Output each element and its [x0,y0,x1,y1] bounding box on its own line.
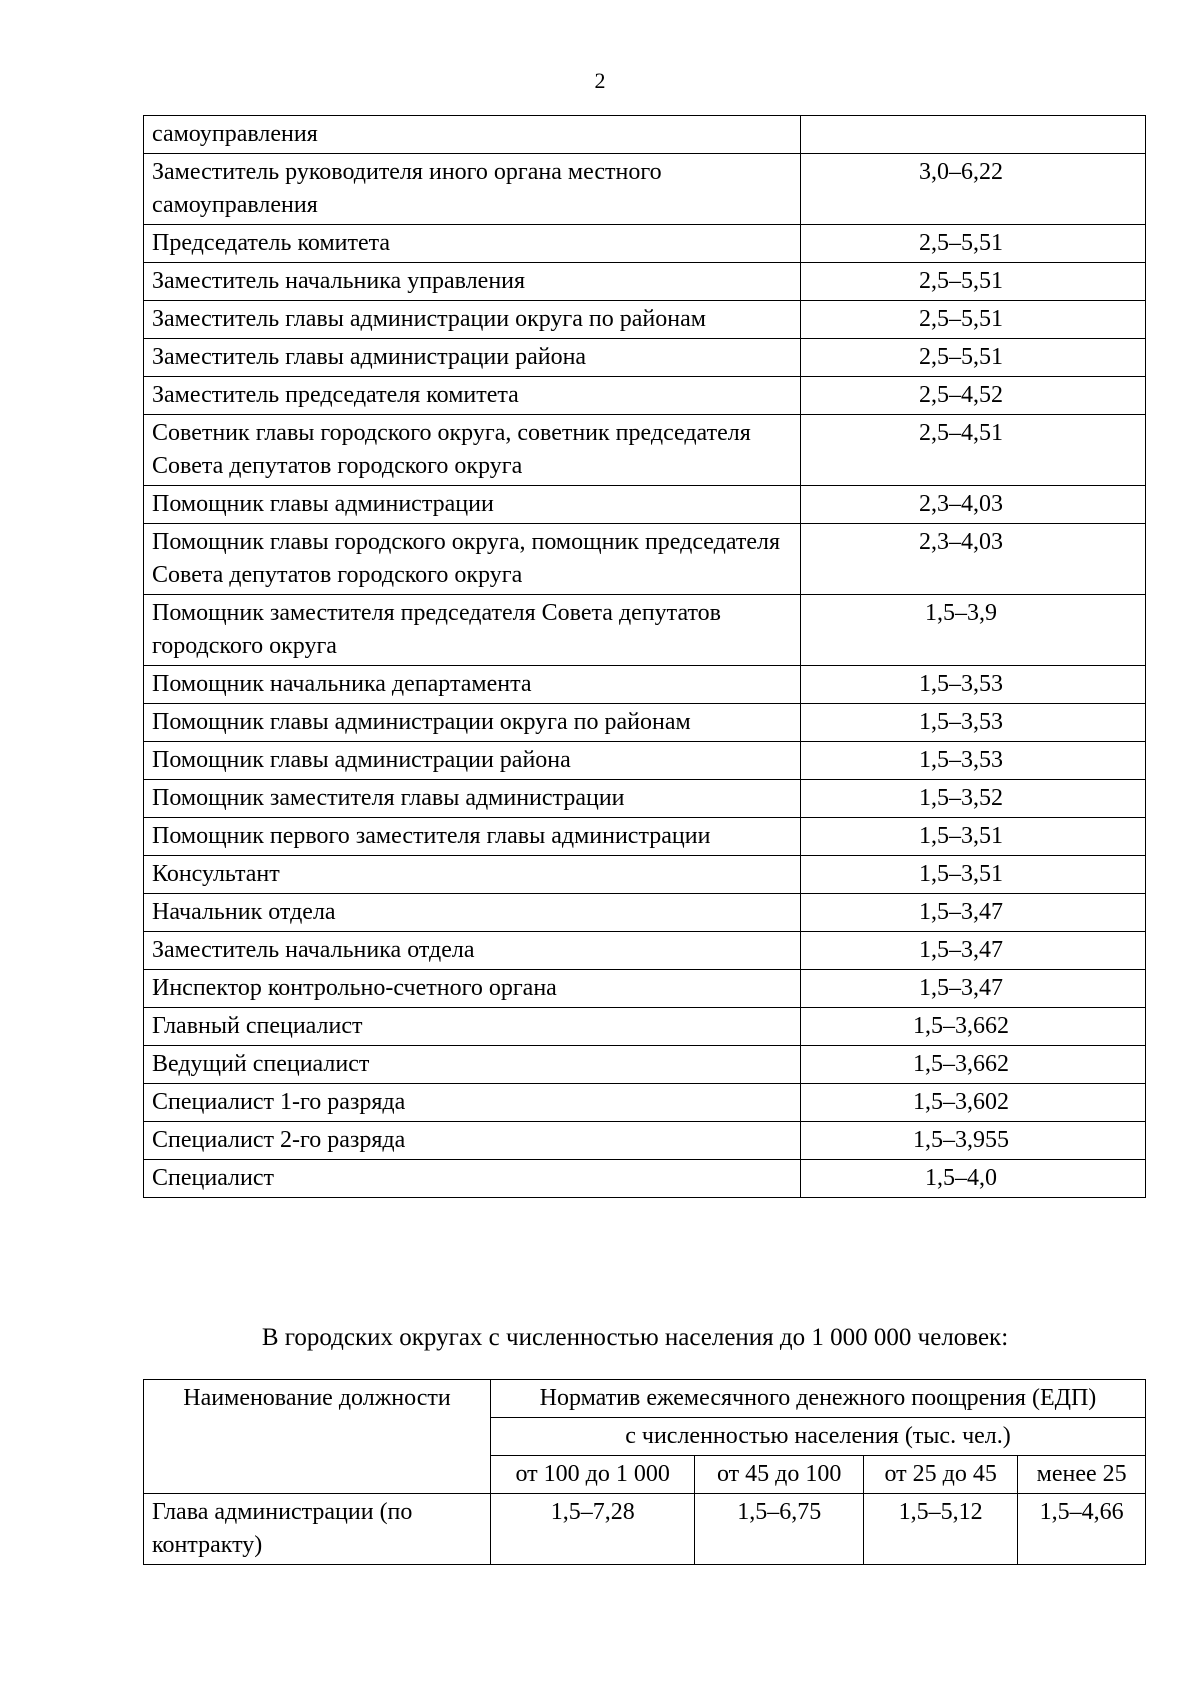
position-name: Специалист 1-го разряда [144,1084,801,1122]
coefficient-value: 2,3–4,03 [801,486,1146,524]
table-row [144,116,1146,154]
position-name: Специалист 2-го разряда [144,1122,801,1160]
position-name: Помощник главы городского округа, помощник председателя Совета депутатов городского округа [144,524,801,595]
coefficient-value: 1,5–3,53 [801,742,1146,780]
coefficient-value: 1,5–3,53 [801,666,1146,704]
table-row [144,742,1146,780]
table-row [144,818,1146,856]
coefficient-value: 1,5–4,0 [801,1160,1146,1198]
column-header: от 100 до 1 000 [491,1456,695,1494]
coefficient-value [801,116,1146,154]
coefficient-value: 1,5–3,9 [801,595,1146,666]
position-name: Помощник заместителя главы администрации [144,780,801,818]
coefficient-value: 1,5–3,47 [801,932,1146,970]
coefficient-value: 1,5–3,52 [801,780,1146,818]
column-header: от 45 до 100 [695,1456,864,1494]
coefficient-value: 1,5–3,662 [801,1008,1146,1046]
coefficient-value: 1,5–3,51 [801,856,1146,894]
coefficient-value: 2,5–5,51 [801,339,1146,377]
salary-coefficient-table-body [144,116,1146,1198]
position-name: Заместитель главы администрации округа по районам [144,301,801,339]
table-row [144,154,1146,225]
position-name: Заместитель главы администрации района [144,339,801,377]
position-name: Заместитель начальника управления [144,263,801,301]
table-row [144,970,1146,1008]
position-name: Заместитель председателя комитета [144,377,801,415]
position-name: Ведущий специалист [144,1046,801,1084]
table-row [144,894,1146,932]
table-row [144,1494,1146,1565]
coefficient-value: 1,5–3,662 [801,1046,1146,1084]
position-name: Помощник заместителя председателя Совета депутатов городского округа [144,595,801,666]
position-name: Помощник главы администрации округа по районам [144,704,801,742]
coefficient-value: 1,5–3,53 [801,704,1146,742]
position-name: Заместитель начальника отдела [144,932,801,970]
position-name: Консультант [144,856,801,894]
coefficient-value: 1,5–3,955 [801,1122,1146,1160]
header-edp-norm: Норматив ежемесячного денежного поощрения (ЕДП) [491,1380,1146,1418]
position-name: Инспектор контрольно-счетного органа [144,970,801,1008]
position-name: Помощник начальника департамента [144,666,801,704]
section-caption: В городских округах с численностью населения до 1 000 000 человек: [261,1324,1009,1351]
coefficient-value: 2,5–4,51 [801,415,1146,486]
norm-value: 1,5–5,12 [864,1494,1018,1565]
coefficient-value: 2,5–4,52 [801,377,1146,415]
position-name: Специалист [144,1160,801,1198]
column-header: менее 25 [1018,1456,1146,1494]
table-row [144,377,1146,415]
coefficient-value: 1,5–3,51 [801,818,1146,856]
header-population: с численностью населения (тыс. чел.) [491,1418,1146,1456]
table-row [144,704,1146,742]
table-row [144,780,1146,818]
page-number: 2 [594,68,606,93]
coefficient-value: 1,5–3,47 [801,970,1146,1008]
coefficient-value: 1,5–3,47 [801,894,1146,932]
coefficient-value: 2,5–5,51 [801,301,1146,339]
table-row [144,666,1146,704]
position-name: Начальник отдела [144,894,801,932]
coefficient-value: 2,3–4,03 [801,524,1146,595]
position-name: Помощник главы администрации [144,486,801,524]
salary-coefficient-table [143,115,1146,1198]
table-row [144,1008,1146,1046]
norm-value: 1,5–7,28 [491,1494,695,1565]
position-name: Заместитель руководителя иного органа местного самоуправления [144,154,801,225]
position-name: Председатель комитета [144,225,801,263]
header-row [144,1380,1146,1418]
table-row [144,1122,1146,1160]
coefficient-value: 3,0–6,22 [801,154,1146,225]
position-name: Советник главы городского округа, советник председателя Совета депутатов городского округа [144,415,801,486]
table-row [144,1084,1146,1122]
table-row [144,595,1146,666]
table-row [144,524,1146,595]
table-row [144,225,1146,263]
coefficient-value: 2,5–5,51 [801,225,1146,263]
position-name: самоуправления [144,116,801,154]
coefficient-value: 1,5–3,602 [801,1084,1146,1122]
norm-value: 1,5–6,75 [695,1494,864,1565]
table-row [144,339,1146,377]
table-row [144,1046,1146,1084]
population-norm-table [143,1379,1146,1565]
table-row [144,856,1146,894]
norm-value: 1,5–4,66 [1018,1494,1146,1565]
table-row [144,263,1146,301]
position-name: Глава администрации (по контракту) [144,1494,491,1565]
table-row [144,1160,1146,1198]
table-row [144,301,1146,339]
column-header: от 25 до 45 [864,1456,1018,1494]
position-name: Помощник главы администрации района [144,742,801,780]
header-position-name: Наименование должности [144,1380,491,1494]
position-name: Помощник первого заместителя главы администрации [144,818,801,856]
table-row [144,415,1146,486]
coefficient-value: 2,5–5,51 [801,263,1146,301]
table-row [144,932,1146,970]
table-row [144,486,1146,524]
position-name: Главный специалист [144,1008,801,1046]
